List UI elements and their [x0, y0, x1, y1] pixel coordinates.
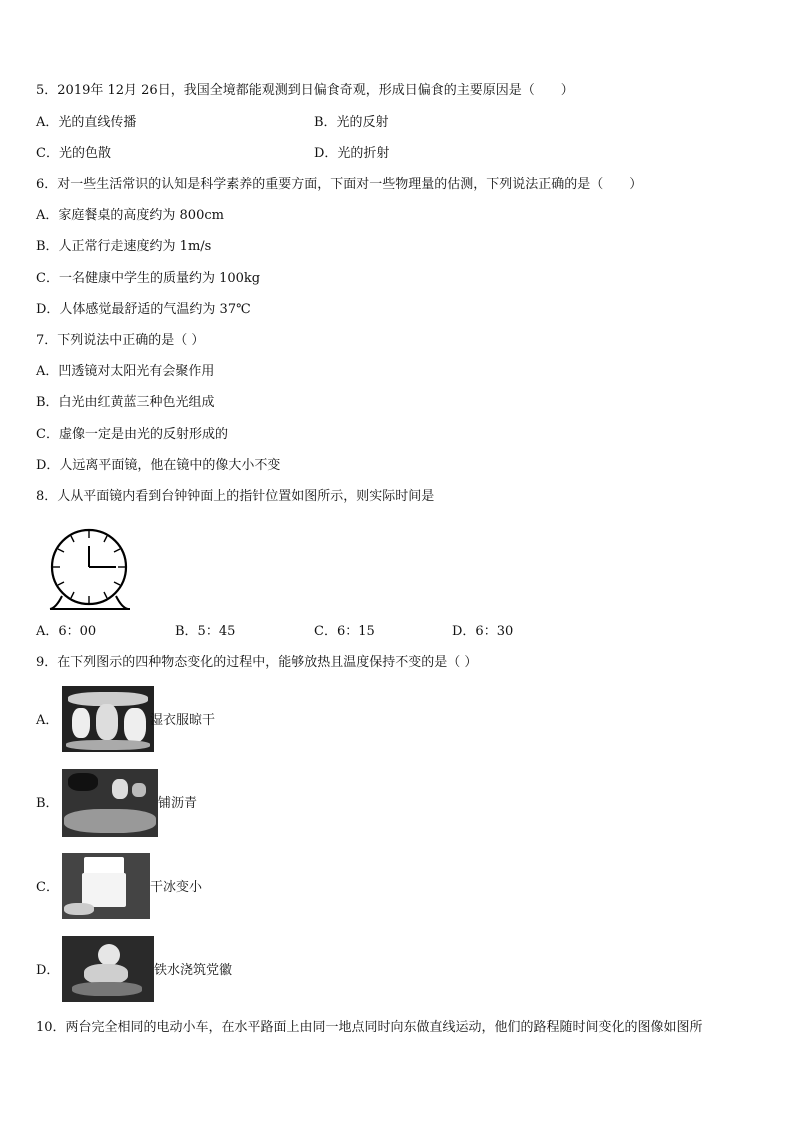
q9-option-b-caption: 铺沥青 [158, 796, 198, 811]
q5-option-c: C．光的色散 [36, 146, 111, 161]
q9-option-d-caption: 铁水浇筑党徽 [154, 963, 233, 978]
q7-stem: 7．下列说法中正确的是（ ） [36, 333, 205, 348]
q8-option-a: A．6：00 [36, 624, 97, 639]
q7-option-a: A．凹透镜对太阳光有会聚作用 [36, 364, 215, 379]
q8-option-d: D．6：30 [452, 624, 514, 639]
q9-option-c-caption: 干冰变小 [150, 880, 203, 895]
q6-option-d: D．人体感觉最舒适的气温约为 37℃ [36, 302, 251, 317]
q9-option-d-label: D． [36, 963, 60, 978]
dry-ice-shrinking-photo [62, 853, 150, 919]
clock-stand [50, 596, 130, 609]
molten-iron-casting-photo [62, 936, 154, 1002]
q7-option-c: C．虚像一定是由光的反射形成的 [36, 427, 228, 442]
q6-option-a: A．家庭餐桌的高度约为 800cm [36, 208, 224, 223]
q5-option-a: A．光的直线传播 [36, 115, 137, 130]
q9-option-c-label: C． [36, 880, 59, 895]
q7-option-d: D．人远离平面镜，他在镜中的像大小不变 [36, 458, 281, 473]
q8-option-b: B．5：45 [175, 624, 236, 639]
q10-stem: 10．两台完全相同的电动小车，在水平路面上由同一地点同时向东做直线运动，他们的路程随时间变化的图像如图所 [36, 1020, 703, 1035]
q5-option-b: B．光的反射 [314, 115, 389, 130]
q9-option-a-label: A． [36, 713, 59, 728]
q9-option-b-label: B． [36, 796, 59, 811]
mirror-clock-figure [48, 520, 136, 612]
q6-option-b: B．人正常行走速度约为 1m/s [36, 239, 212, 254]
q8-option-c: C．6：15 [314, 624, 375, 639]
q9-option-a-caption: 湿衣服晾干 [150, 713, 216, 728]
q5-stem: 5．2019年 12月 26日，我国全境都能观测到日偏食奇观，形成日偏食的主要原因是（ ） [36, 83, 574, 98]
q5-option-d: D．光的折射 [314, 146, 390, 161]
q9-stem: 9．在下列图示的四种物态变化的过程中，能够放热且温度保持不变的是（ ） [36, 655, 478, 670]
q8-stem: 8．人从平面镜内看到台钟钟面上的指针位置如图所示，则实际时间是 [36, 489, 435, 504]
q7-option-b: B．白光由红黄蓝三种色光组成 [36, 395, 215, 410]
wet-clothes-drying-photo [62, 686, 154, 752]
paving-asphalt-photo [62, 769, 158, 837]
q6-stem: 6．对一些生活常识的认知是科学素养的重要方面，下面对一些物理量的估测，下列说法正确的是（ ） [36, 177, 643, 192]
q6-option-c: C．一名健康中学生的质量约为 100kg [36, 271, 261, 286]
